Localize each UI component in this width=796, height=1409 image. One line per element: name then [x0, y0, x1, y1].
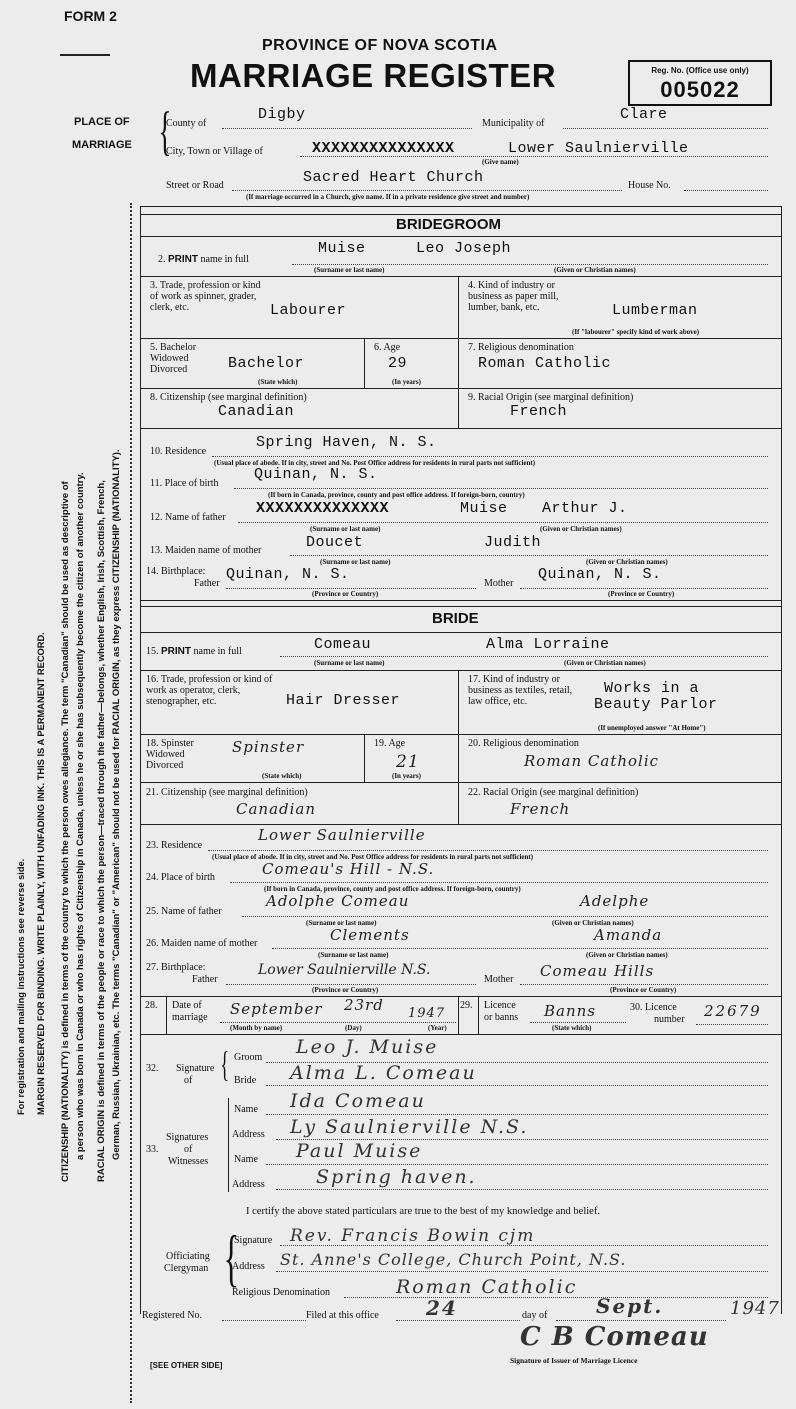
surname-caption: (Surname or last name)	[306, 919, 377, 927]
form-number: FORM 2	[64, 8, 117, 24]
binding-margin-line	[130, 203, 134, 1403]
marriage-label: MARRIAGE	[72, 139, 132, 151]
bride-birthplace-label: 27. Birthplace:	[146, 962, 206, 973]
rule	[140, 388, 782, 389]
bride-industry-line2: Beauty Parlor	[594, 696, 718, 713]
street-line	[232, 190, 622, 191]
clergy-label-2: Clergyman	[164, 1263, 209, 1274]
bride-surname: Comeau	[314, 636, 372, 653]
sig-label-1: Signature	[176, 1063, 215, 1074]
groom-age-label: 6. Age	[374, 342, 401, 353]
print-label: PRINT	[161, 646, 191, 657]
bride-mother-given: Amanda	[594, 926, 663, 944]
age-caption: (In years)	[392, 772, 421, 780]
date-label-2: marriage	[172, 1012, 208, 1023]
birth-caption: (If born in Canada, province, county and post office address. If foreign-born, country)	[268, 491, 525, 499]
witness1-address: Ly Saulnierville N.S.	[290, 1116, 529, 1138]
house-label: House No.	[628, 180, 671, 191]
dotted-line	[276, 1271, 768, 1272]
groom-signature: Leo J. Muise	[296, 1036, 439, 1058]
rule	[364, 338, 365, 388]
witness-label-1: Signatures	[166, 1132, 209, 1143]
issuer-label: Signature of Issuer of Marriage Licence	[510, 1356, 638, 1365]
rest: name in full	[193, 646, 242, 657]
bride-age: 21	[396, 752, 420, 772]
bride-father-label: 25. Name of father	[146, 906, 222, 917]
page-title: MARRIAGE REGISTER	[190, 57, 557, 94]
street-label: Street or Road	[166, 180, 224, 191]
filed-year: 1947	[730, 1298, 780, 1319]
bride-status: Spinster	[232, 738, 305, 756]
given-caption: (Given or Christian names)	[540, 525, 622, 533]
num: 16.	[146, 674, 159, 685]
dotted-line	[520, 984, 768, 985]
side-note-citizenship-2: a person who was born in Canada or who has rights of Citizenship in Canada, unless he or she has subsequently become the citizen of another country.	[75, 472, 86, 1160]
text: Kind of industry or business as paper mill, lumber, bank, etc.	[468, 280, 559, 313]
bride-birth-label: 24. Place of birth	[146, 872, 215, 883]
licence-number-label-1: 30. Licence	[630, 1002, 677, 1013]
date-label-1: Date of	[172, 1000, 202, 1011]
bride-racial: French	[510, 800, 571, 818]
bride-trade: Hair Dresser	[286, 692, 401, 709]
rule	[140, 824, 782, 825]
bride-section-title: BRIDE	[432, 610, 479, 627]
dotted-line	[230, 882, 768, 883]
text: Spinster Widowed Divorced	[146, 738, 194, 771]
groom-sig-label: Groom	[234, 1052, 263, 1063]
bride-residence-label: 23. Residence	[146, 840, 203, 851]
licence-type: Banns	[544, 1002, 596, 1020]
municipality-value: Clare	[620, 106, 668, 123]
surname-caption: (Surname or last name)	[310, 525, 381, 533]
groom-father-label: 12. Name of father	[150, 512, 226, 523]
filed-day: 24	[426, 1296, 458, 1320]
county-value: Digby	[258, 106, 306, 123]
groom-surname: Muise	[318, 240, 366, 257]
groom-trade: Labourer	[270, 302, 347, 319]
text: Kind of industry or business as textiles, retail, law office, etc.	[468, 674, 573, 707]
street-caption: (If marriage occurred in a Church, give name. If in a private residence give street and number)	[246, 193, 530, 201]
year-caption: (Year)	[428, 1024, 447, 1032]
rule	[228, 1098, 229, 1192]
dotted-line	[280, 656, 768, 657]
witness-num: 33.	[146, 1144, 159, 1155]
dotted-line	[226, 588, 476, 589]
rule	[140, 1034, 782, 1035]
groom-birth-label: 11. Place of birth	[150, 478, 219, 489]
bride-father-surname: Adolphe Comeau	[266, 892, 410, 910]
rule	[140, 236, 782, 237]
surname-caption: (Surname or last name)	[318, 951, 389, 959]
certify-text: I certify the above stated particulars are true to the best of my knowledge and belief.	[246, 1206, 600, 1217]
clergy-signature: Rev. Francis Bowin cjm	[290, 1226, 536, 1246]
groom-religion: Roman Catholic	[478, 355, 612, 372]
groom-mother-surname: Doucet	[306, 534, 364, 551]
bride-age-label: 19. Age	[374, 738, 406, 749]
witness2-address: Spring haven.	[316, 1166, 477, 1188]
groom-given: Leo Joseph	[416, 240, 512, 257]
bride-residence: Lower Saulnierville	[258, 826, 426, 844]
dotted-line	[266, 1085, 768, 1086]
residence-caption: (Usual place of abode. If in city, street and No. Post Office address for residents in rural parts not sufficient)	[212, 853, 534, 861]
rule	[140, 276, 782, 277]
bride-name-label	[146, 646, 242, 657]
rule	[458, 734, 459, 824]
province-title: PROVINCE OF NOVA SCOTIA	[262, 37, 498, 54]
side-note-registration: For registration and mailing instructions see reverse side.	[16, 858, 26, 1115]
dotted-line	[212, 456, 768, 457]
province-caption: (Province or Country)	[608, 590, 675, 598]
print-label: PRINT	[168, 254, 198, 265]
clergy-denom-label: Religious Denomination	[232, 1287, 331, 1298]
dotted-line	[292, 264, 768, 265]
status-caption: (State which)	[262, 772, 302, 780]
sig-num: 32.	[146, 1063, 159, 1074]
groom-birthplace-label: 14. Birthplace:	[146, 566, 206, 577]
filed-month: Sept.	[596, 1294, 664, 1318]
marriage-year: 1947	[408, 1006, 446, 1021]
municipality-line	[563, 128, 768, 129]
city-caption: (Give name)	[482, 158, 519, 166]
licence-number-label-2: number	[654, 1014, 685, 1025]
month-caption: (Month by name)	[230, 1024, 283, 1032]
dotted-line	[208, 850, 768, 851]
clergy-address-label: Address	[232, 1261, 265, 1272]
side-note-racial-1: RACIAL ORIGIN is defined in terms of the people or race to which the person—traced through the father—belongs, whether English, Irish, Scottish, French,	[96, 480, 107, 1182]
groom-residence: Spring Haven, N. S.	[256, 434, 437, 451]
licence-label-2: or banns	[484, 1012, 519, 1023]
day-of-label: day of	[522, 1310, 548, 1321]
bride-given: Alma Lorraine	[486, 636, 610, 653]
dotted-line	[290, 555, 768, 556]
rule	[140, 606, 782, 607]
brace: {	[223, 1222, 240, 1293]
rule	[140, 428, 782, 429]
w2-name-label: Name	[234, 1154, 258, 1165]
see-other-side: [SEE OTHER SIDE]	[150, 1361, 223, 1370]
groom-trade-label	[150, 280, 270, 313]
groom-industry-label	[468, 280, 588, 313]
bride-signature: Alma L. Comeau	[290, 1062, 477, 1084]
dotted-line	[266, 1114, 768, 1115]
side-note-citizenship-1: CITIZENSHIP (NATIONALITY) is defined in terms of the country to which the person owes allegiance. The term "Canadian" should be used as descriptive of	[60, 481, 71, 1182]
num: 3.	[150, 280, 158, 291]
bride-mother-label: 26. Maiden name of mother	[146, 938, 258, 949]
groom-religion-label: 7. Religious denomination	[468, 342, 574, 353]
rule	[140, 670, 782, 671]
side-note-binding: MARGIN RESERVED FOR BINDING. WRITE PLAINLY, WITH UNFADING INK. THIS IS A PERMANENT RECORD.	[36, 632, 46, 1115]
city-label: City, Town or Village of	[166, 146, 263, 157]
dotted-line	[234, 488, 768, 489]
groom-residence-label: 10. Residence	[150, 446, 207, 457]
witness1-name: Ida Comeau	[290, 1090, 426, 1112]
surname-caption: (Surname or last name)	[320, 558, 391, 566]
text: Trade, profession or kind of work as operator, clerk, stenographer, etc.	[146, 674, 273, 707]
brace: {	[158, 101, 172, 161]
rule	[140, 214, 782, 215]
bride-father-birthplace: Lower Saulnierville N.S.	[258, 962, 431, 978]
num: 15.	[146, 646, 159, 657]
registration-number-box	[628, 60, 772, 106]
dotted-line	[242, 916, 768, 917]
num: 4.	[468, 280, 476, 291]
groom-racial: French	[510, 403, 568, 420]
rule	[364, 734, 365, 782]
house-line	[684, 190, 768, 191]
num: 18.	[146, 738, 159, 749]
rule	[458, 996, 459, 1034]
given-caption: (Given or Christian names)	[586, 558, 668, 566]
num: 2.	[158, 254, 166, 265]
dotted-line	[276, 1189, 768, 1190]
licence-num: 29.	[460, 1000, 473, 1011]
clergy-label-1: Officiating	[166, 1251, 210, 1262]
bride-religion: Roman Catholic	[524, 752, 660, 770]
province-caption: (Province or Country)	[312, 986, 379, 994]
groom-birth: Quinan, N. S.	[254, 466, 378, 483]
rule	[140, 782, 782, 783]
groom-status-label	[150, 342, 210, 375]
clergy-sig-label: Signature	[234, 1235, 273, 1246]
reg-number: 005022	[660, 77, 740, 102]
rule	[458, 338, 459, 428]
issuer-signature: C B Comeau	[520, 1322, 709, 1352]
rest: name in full	[200, 254, 249, 265]
clergy-address: St. Anne's College, Church Point, N.S.	[280, 1250, 627, 1269]
bride-citizenship: Canadian	[236, 800, 317, 818]
surname-caption: (Surname or last name)	[314, 266, 385, 274]
rule	[458, 670, 459, 734]
groom-citizenship: Canadian	[218, 403, 295, 420]
rule	[166, 996, 167, 1034]
witness2-name: Paul Muise	[296, 1140, 423, 1162]
bride-mother-birthplace: Comeau Hills	[540, 962, 655, 980]
groom-father-birthplace: Quinan, N. S.	[226, 566, 350, 583]
bride-trade-label	[146, 674, 278, 707]
num: 17.	[468, 674, 481, 685]
marriage-month: September	[230, 1000, 323, 1018]
given-caption: (Given or Christian names)	[586, 951, 668, 959]
rule	[140, 600, 782, 601]
dotted-line	[266, 1164, 768, 1165]
rule	[478, 996, 479, 1034]
city-struck: XXXXXXXXXXXXXXX	[312, 140, 455, 157]
bride-religion-label: 20. Religious denomination	[468, 738, 579, 749]
w1-address-label: Address	[232, 1129, 265, 1140]
groom-section-title: BRIDEGROOM	[396, 216, 501, 233]
rule	[140, 338, 782, 339]
w2-address-label: Address	[232, 1179, 265, 1190]
w1-name-label: Name	[234, 1104, 258, 1115]
licence-number: 22679	[704, 1002, 762, 1020]
industry-caption: (If "labourer" specify kind of work above)	[572, 328, 700, 336]
text: Bachelor Widowed Divorced	[150, 342, 197, 375]
given-caption: (Given or Christian names)	[552, 919, 634, 927]
bride-mother-surname: Clements	[330, 926, 410, 944]
groom-mother-birthplace: Quinan, N. S.	[538, 566, 662, 583]
divider	[60, 54, 110, 56]
form-right-rule	[781, 206, 782, 1314]
bride-status-label	[146, 738, 216, 771]
dotted-line	[696, 1024, 768, 1025]
place-label: PLACE OF	[74, 116, 130, 128]
bride-citizenship-label: 21. Citizenship (see marginal definition)	[146, 787, 308, 798]
groom-father-bp-label: Father	[194, 578, 220, 589]
groom-industry: Lumberman	[612, 302, 698, 319]
registered-label: Registered No.	[142, 1310, 202, 1321]
groom-mother-label: 13. Maiden name of mother	[150, 545, 262, 556]
dotted-line	[530, 1022, 626, 1023]
groom-father-surname: Muise	[460, 500, 508, 517]
dotted-line	[220, 1022, 456, 1023]
groom-status: Bachelor	[228, 355, 305, 372]
form-top-rule	[140, 206, 782, 207]
groom-mother-bp-label: Mother	[484, 578, 514, 589]
dotted-line	[226, 984, 476, 985]
dotted-line	[238, 522, 768, 523]
county-label: County of	[166, 118, 207, 129]
groom-father-given: Arthur J.	[542, 500, 628, 517]
bride-racial-label: 22. Racial Origin (see marginal definition)	[468, 787, 639, 798]
bride-father-given: Adelphe	[580, 892, 650, 910]
bride-mother-bp-label: Mother	[484, 974, 514, 985]
residence-caption: (Usual place of abode. If in city, street and No. Post Office address for residents in rural parts not sufficient)	[214, 459, 536, 467]
text: Trade, profession or kind of work as spinner, grader, clerk, etc.	[150, 280, 261, 313]
bride-birth: Comeau's Hill - N.S.	[262, 860, 435, 878]
city-value: Lower Saulnierville	[508, 140, 689, 157]
day-caption: (Day)	[345, 1024, 362, 1032]
sig-label-2: of	[184, 1075, 193, 1086]
licence-label-1: Licence	[484, 1000, 516, 1011]
rule	[458, 276, 459, 338]
surname-caption: (Surname or last name)	[314, 659, 385, 667]
municipality-label: Municipality of	[482, 118, 545, 129]
rule	[140, 734, 782, 735]
groom-citizenship-label: 8. Citizenship (see marginal definition)	[150, 392, 307, 403]
groom-name-label	[158, 254, 249, 265]
age-caption: (In years)	[392, 378, 421, 386]
bride-industry-line1: Works in a	[604, 680, 700, 697]
licence-caption: (State which)	[552, 1024, 592, 1032]
witness-label-2: of	[184, 1144, 193, 1155]
date-num: 28.	[145, 1000, 158, 1011]
province-caption: (Province or Country)	[312, 590, 379, 598]
street-value: Sacred Heart Church	[303, 169, 484, 186]
unemployed-caption: (If unemployed answer "At Home")	[598, 724, 706, 732]
reg-label: Reg. No. (Office use only)	[651, 66, 749, 75]
rule	[140, 996, 782, 997]
groom-father-struck: XXXXXXXXXXXXXX	[256, 500, 390, 517]
dotted-line	[272, 948, 768, 949]
groom-mother-given: Judith	[484, 534, 542, 551]
witness-label-3: Witnesses	[168, 1156, 209, 1167]
marriage-day: 23rd	[344, 996, 384, 1014]
clergy-denomination: Roman Catholic	[396, 1276, 578, 1298]
county-line	[222, 128, 472, 129]
groom-racial-label: 9. Racial Origin (see marginal definition)	[468, 392, 634, 403]
bride-sig-label: Bride	[234, 1075, 257, 1086]
dotted-line	[222, 1320, 306, 1321]
dotted-line	[556, 1320, 726, 1321]
dotted-line	[520, 588, 768, 589]
side-note-racial-2: German, Russian, Ukrainian, etc. The terms "Canadian" or "American" should not be used for RACIAL ORIGIN, as they express CITIZENSHIP (NATIONALITY).	[111, 449, 122, 1160]
rule	[140, 632, 782, 633]
bride-industry-label	[468, 674, 588, 707]
birth-caption: (If born in Canada, province, county and post office address. If foreign-born, country)	[264, 885, 521, 893]
bride-father-bp-label: Father	[192, 974, 218, 985]
province-caption: (Province or Country)	[610, 986, 677, 994]
filed-label: Filed at this office	[306, 1310, 379, 1321]
given-caption: (Given or Christian names)	[564, 659, 646, 667]
brace: {	[220, 1044, 229, 1084]
dotted-line	[396, 1320, 520, 1321]
given-caption: (Given or Christian names)	[554, 266, 636, 274]
groom-age: 29	[388, 355, 408, 372]
form-left-rule	[140, 206, 141, 1314]
status-caption: (State which)	[258, 378, 298, 386]
num: 5.	[150, 342, 158, 353]
